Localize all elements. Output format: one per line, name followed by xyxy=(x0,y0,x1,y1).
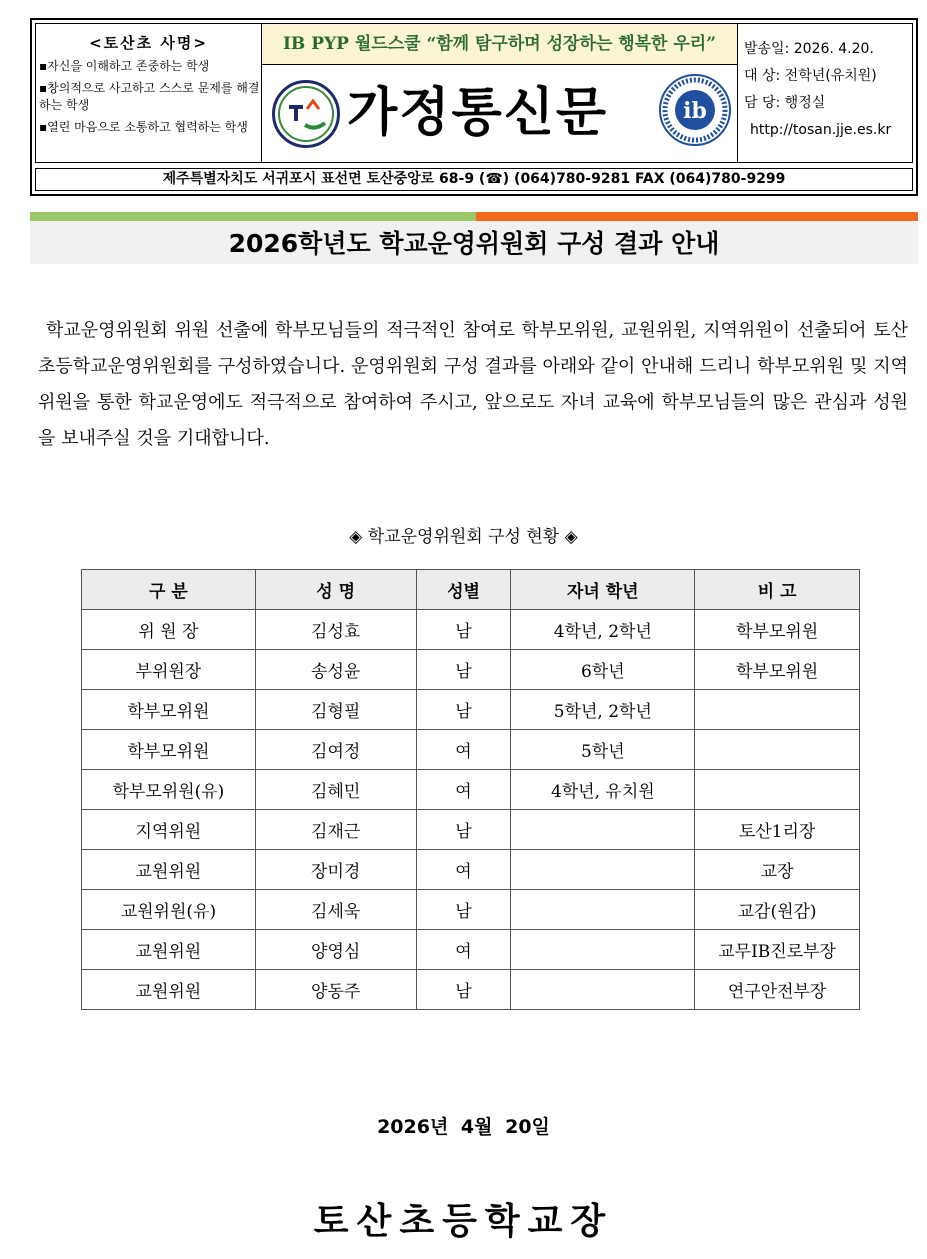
cell-category: 교원위원 xyxy=(82,850,256,890)
cell-name: 김재근 xyxy=(255,810,416,850)
cell-remarks: 교무IB진로부장 xyxy=(695,930,860,970)
cell-gender: 여 xyxy=(416,770,511,810)
cell-name: 장미경 xyxy=(255,850,416,890)
cell-gender: 남 xyxy=(416,690,511,730)
orange-divider xyxy=(476,212,918,221)
cell-child-grade xyxy=(511,850,695,890)
table-row xyxy=(82,970,860,1010)
school-logo-icon xyxy=(272,80,340,148)
cell-category: 부위원장 xyxy=(82,650,256,690)
mission-item: ▪자신을 이해하고 존중하는 학생 xyxy=(39,59,210,73)
table-row xyxy=(82,810,860,850)
cell-gender: 여 xyxy=(416,930,511,970)
cell-category: 지역위원 xyxy=(82,810,256,850)
header-gender: 성별 xyxy=(416,570,511,610)
cell-name: 양동주 xyxy=(255,970,416,1010)
cell-remarks xyxy=(695,730,860,770)
cell-name: 김성효 xyxy=(255,610,416,650)
table-row xyxy=(82,690,860,730)
title-block xyxy=(262,24,738,162)
table-row xyxy=(82,650,860,690)
cell-gender: 남 xyxy=(416,610,511,650)
mission-item: ▪창의적으로 사고하고 스스로 문제를 해결하는 학생 xyxy=(39,81,260,112)
document-title: 2026학년도 학교운영위원회 구성 결과 안내 xyxy=(30,221,918,264)
mission-title: <토산초 사명> xyxy=(89,34,208,52)
cell-child-grade xyxy=(511,810,695,850)
header-category: 구 분 xyxy=(82,570,256,610)
issue-date: 발송일: 2026. 4.20. xyxy=(744,41,874,57)
svg-text:ib: ib xyxy=(683,98,707,124)
header-remarks: 비 고 xyxy=(695,570,860,610)
mission-item: ▪열린 마음으로 소통하고 협력하는 학생 xyxy=(39,120,248,134)
school-address: 제주특별자치도 서귀포시 표선면 토산중앙로 68-9 (☎) (064)780-9281 FAX (064)780-9299 xyxy=(35,168,913,191)
cell-name: 송성윤 xyxy=(255,650,416,690)
issue-date-footer: 2026년 4월 20일 xyxy=(377,1116,550,1138)
signature: 토산초등학교장 xyxy=(313,1201,614,1242)
cell-remarks xyxy=(695,690,860,730)
cell-gender: 여 xyxy=(416,730,511,770)
green-divider xyxy=(30,212,476,221)
table-header-row xyxy=(82,570,860,610)
newsletter-title: 가정통신문 xyxy=(347,83,609,143)
cell-category: 교원위원 xyxy=(82,930,256,970)
cell-child-grade: 5학년, 2학년 xyxy=(511,690,695,730)
cell-category: 학부모위원 xyxy=(82,690,256,730)
header-name: 성 명 xyxy=(255,570,416,610)
letterhead xyxy=(30,18,918,196)
cell-category: 학부모위원(유) xyxy=(82,770,256,810)
cell-remarks: 교감(원감) xyxy=(695,890,860,930)
cell-gender: 남 xyxy=(416,650,511,690)
cell-child-grade: 4학년, 2학년 xyxy=(511,610,695,650)
school-slogan: IB PYP 월드스쿨 “함께 탐구하며 성장하는 행복한 우리” xyxy=(262,24,737,65)
cell-remarks: 학부모위원 xyxy=(695,650,860,690)
body-paragraph: 학교운영위원회 위원 선출에 학부모님들의 적극적인 참여로 학부모위원, 교원위원, 지역위원이 선출되어 토산초등학교운영위원회를 구성하였습니다. 운영위원회 구성 결과를 아래와 같이 안내해 드리니 학부모위원 및 지역위원을 통한 학교운영에도 적극적으로 참여하여 주시고, 앞으로도 자녀 교육에 학부모님들의 많은 관심과 성원을 보내주실 것을 기대합니다. xyxy=(38,320,908,449)
cell-category: 학부모위원 xyxy=(82,730,256,770)
header-child-grade: 자녀 학년 xyxy=(511,570,695,610)
table-row xyxy=(82,610,860,650)
cell-gender: 여 xyxy=(416,850,511,890)
cell-gender: 남 xyxy=(416,810,511,850)
table-row xyxy=(82,930,860,970)
committee-table xyxy=(81,569,860,1010)
cell-remarks xyxy=(695,770,860,810)
cell-child-grade xyxy=(511,930,695,970)
table-row xyxy=(82,730,860,770)
cell-category: 교원위원(유) xyxy=(82,890,256,930)
cell-name: 김여정 xyxy=(255,730,416,770)
table-title: ◈ 학교운영위원회 구성 현황 ◈ xyxy=(349,527,578,547)
cell-child-grade: 4학년, 유치원 xyxy=(511,770,695,810)
cell-remarks: 학부모위원 xyxy=(695,610,860,650)
website-link[interactable]: http://tosan.jje.es.kr xyxy=(750,122,892,138)
cell-category: 교원위원 xyxy=(82,970,256,1010)
letterhead-top xyxy=(35,23,913,163)
cell-gender: 남 xyxy=(416,890,511,930)
cell-remarks: 토산1리장 xyxy=(695,810,860,850)
cell-name: 김혜민 xyxy=(255,770,416,810)
cell-name: 김세욱 xyxy=(255,890,416,930)
audience: 대 상: 전학년(유치원) xyxy=(744,68,877,84)
cell-child-grade xyxy=(511,890,695,930)
cell-category: 위 원 장 xyxy=(82,610,256,650)
cell-name: 양영심 xyxy=(255,930,416,970)
table-row xyxy=(82,890,860,930)
cell-child-grade xyxy=(511,970,695,1010)
cell-name: 김형필 xyxy=(255,690,416,730)
cell-remarks: 교장 xyxy=(695,850,860,890)
ib-world-school-logo-icon xyxy=(659,74,731,146)
school-mission xyxy=(36,24,262,162)
cell-gender: 남 xyxy=(416,970,511,1010)
table-row xyxy=(82,770,860,810)
manager: 담 당: 행정실 xyxy=(744,95,826,111)
issue-info xyxy=(738,24,912,162)
cell-child-grade: 6학년 xyxy=(511,650,695,690)
cell-child-grade: 5학년 xyxy=(511,730,695,770)
table-row xyxy=(82,850,860,890)
cell-remarks: 연구안전부장 xyxy=(695,970,860,1010)
